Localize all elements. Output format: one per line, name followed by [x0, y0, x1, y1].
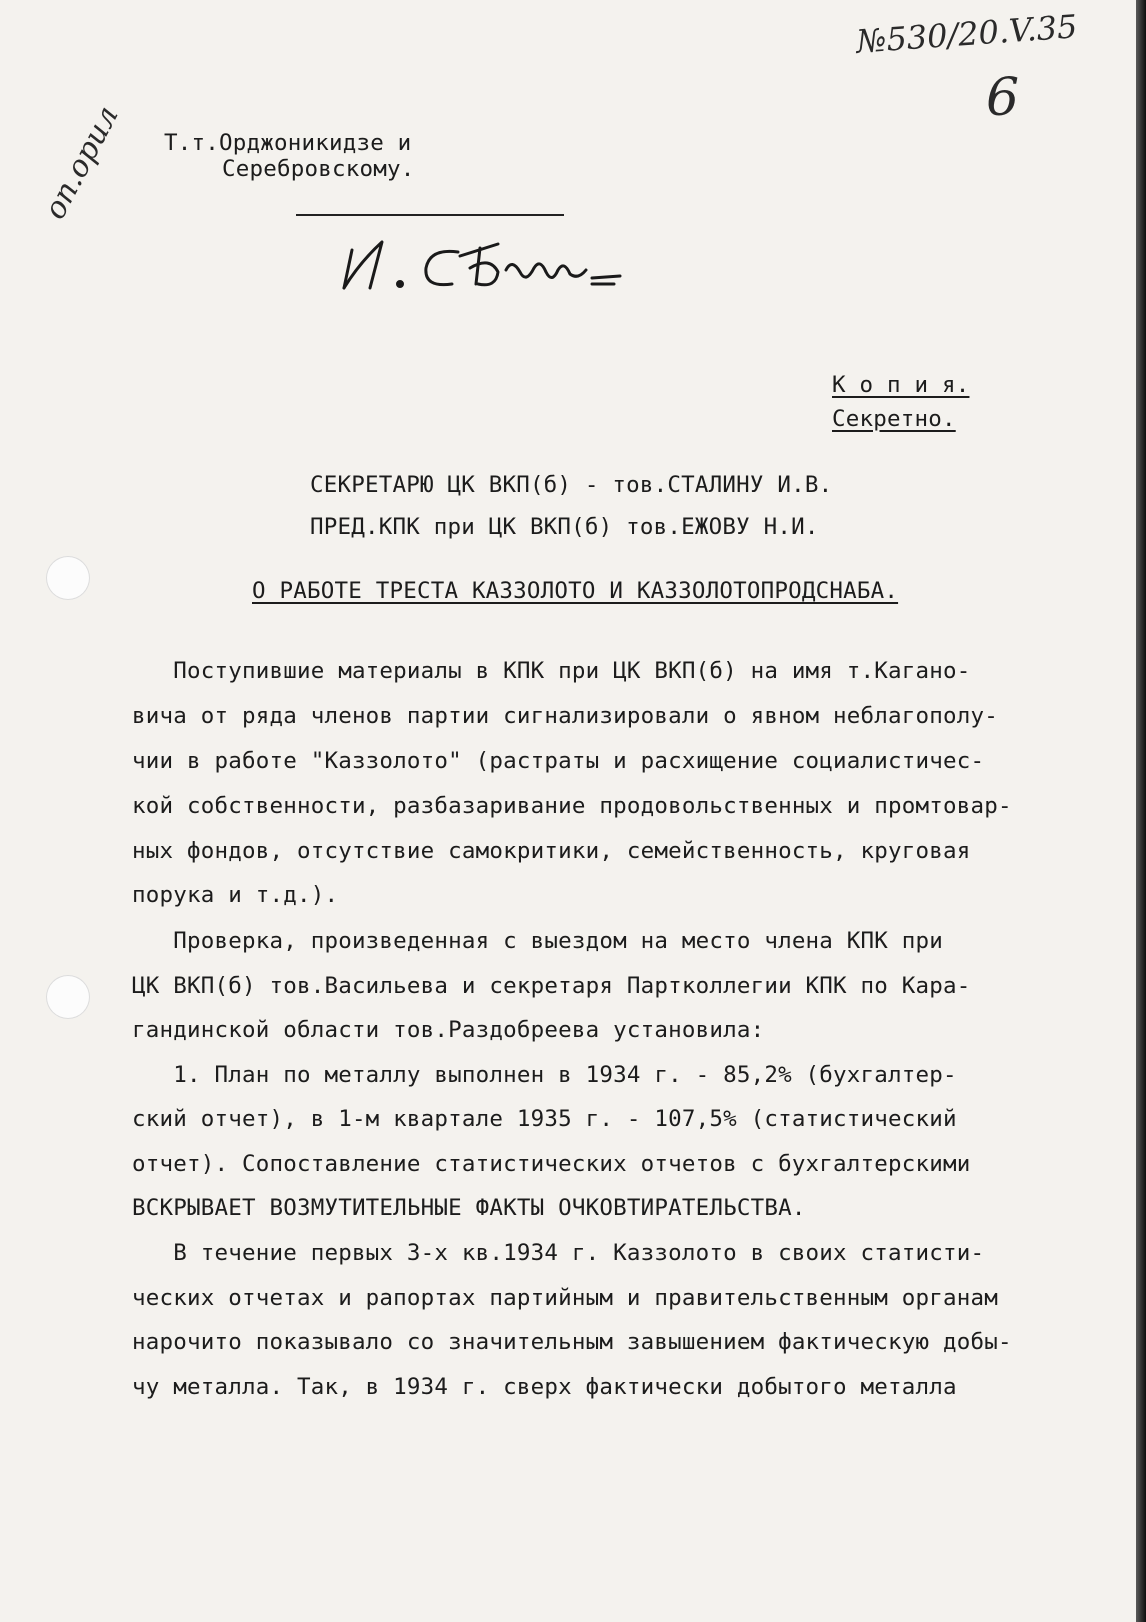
body-line: ский отчет), в 1-м квартале 1935 г. - 107,5% (статистический: [132, 1106, 957, 1132]
punch-hole: [46, 975, 90, 1019]
body-line: 1. План по металлу выполнен в 1934 г. - 85,2% (бухгалтер-: [132, 1062, 957, 1088]
body-line: ЦК ВКП(б) тов.Васильева и секретаря Партколлегии КПК по Кара-: [132, 973, 971, 999]
scan-edge: [1136, 0, 1146, 1622]
body-line: ческих отчетах и рапортах партийным и правительственным органам: [132, 1285, 999, 1311]
body-line: отчет). Сопоставление статистических отчетов с бухгалтерскими: [132, 1151, 971, 1177]
document-title: О РАБОТЕ ТРЕСТА КАЗЗОЛОТО И КАЗЗОЛОТОПРОДСНАБА.: [252, 578, 899, 604]
copy-mark: К о п и я.: [832, 372, 970, 398]
address-line-1: Т.т.Орджоникидзе и: [164, 130, 412, 156]
signature-image: [330, 222, 650, 302]
registry-number: №530/20.V.35: [854, 7, 1079, 61]
body-line: кой собственности, разбазаривание продовольственных и промтовар-: [132, 793, 1012, 819]
body-line: Поступившие материалы в КПК при ЦК ВКП(б) на имя т.Кагано-: [132, 658, 971, 684]
separator-rule: [296, 214, 564, 216]
recipient-line-2: ПРЕД.КПК при ЦК ВКП(б) тов.ЕЖОВУ Н.И.: [310, 514, 819, 540]
recipient-line-1: СЕКРЕТАРЮ ЦК ВКП(б) - тов.СТАЛИНУ И.В.: [310, 472, 833, 498]
margin-note: оп.орил: [37, 100, 126, 226]
body-line: ных фондов, отсутствие самокритики, семейственность, круговая: [132, 838, 971, 864]
body-line: Проверка, произведенная с выездом на место члена КПК при: [132, 928, 944, 954]
body-line: вича от ряда членов партии сигнализировали о явном неблагополу-: [132, 703, 999, 729]
body-line: порука и т.д.).: [132, 882, 339, 908]
body-line: чу металла. Так, в 1934 г. сверх фактически добытого металла: [132, 1374, 957, 1400]
body-line: чии в работе "Каззолото" (растраты и расхищение социалистичес-: [132, 748, 985, 774]
body-line: гандинской области тов.Раздобреева установила:: [132, 1017, 765, 1043]
page-number: 6: [986, 68, 1020, 128]
punch-hole: [46, 556, 90, 600]
body-line: В течение первых 3-х кв.1934 г. Каззолото в своих статисти-: [132, 1240, 985, 1266]
secret-mark: Секретно.: [832, 406, 956, 432]
body-line: нарочито показывало со значительным завышением фактическую добы-: [132, 1329, 1012, 1355]
address-line-2: Серебровскому.: [222, 156, 415, 182]
body-line: ВСКРЫВАЕТ ВОЗМУТИТЕЛЬНЫЕ ФАКТЫ ОЧКОВТИРАТЕЛЬСТВА.: [132, 1195, 806, 1221]
